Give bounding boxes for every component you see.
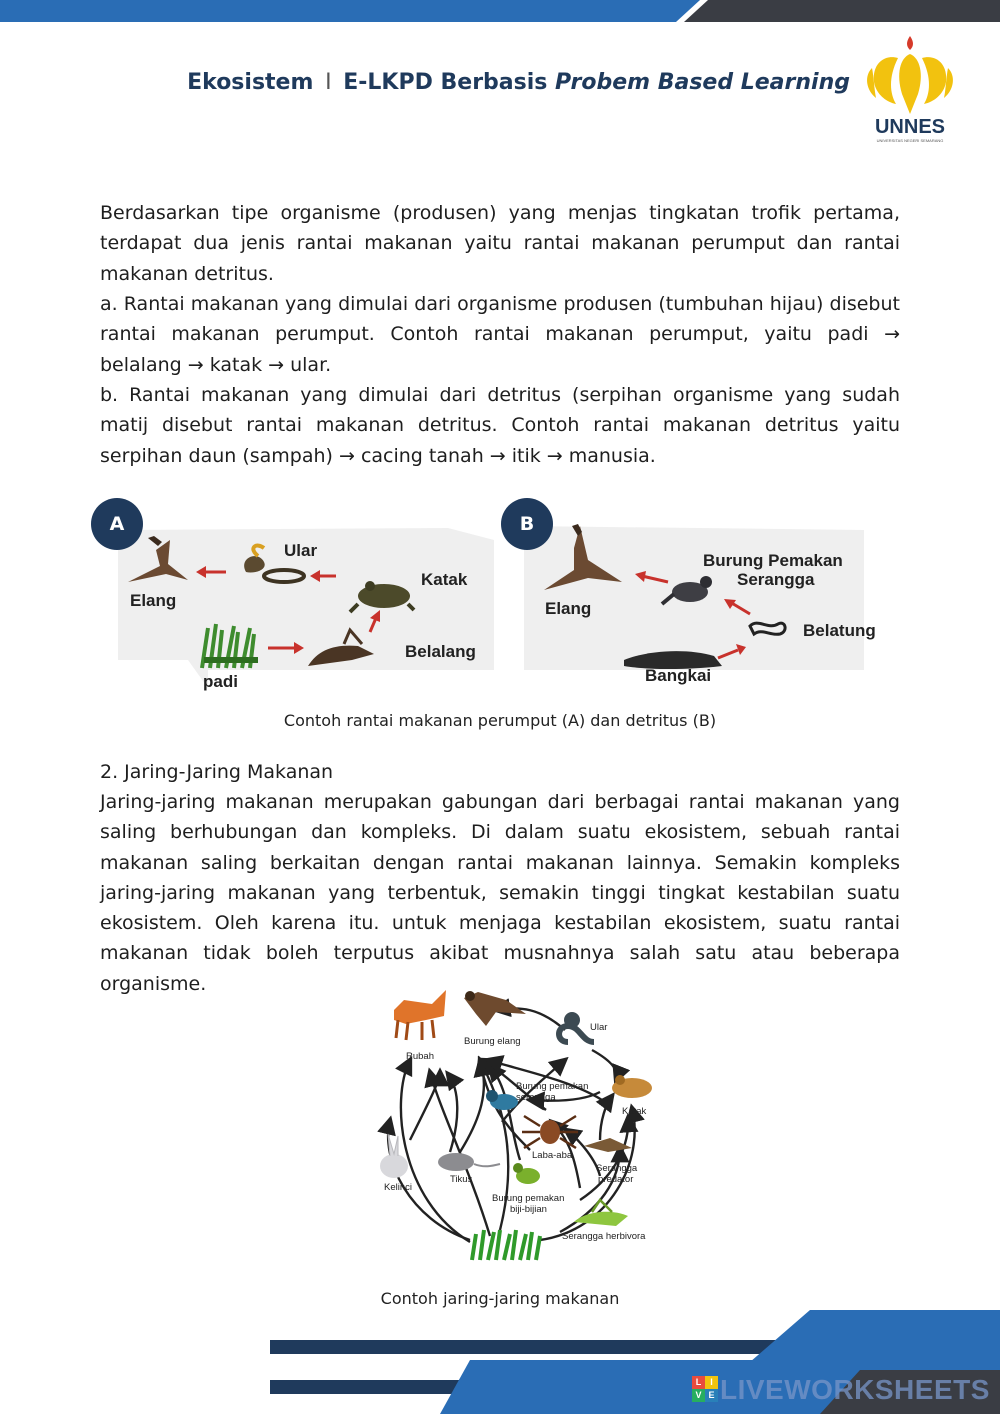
label-burung-pemakan: Burung Pemakan: [703, 551, 843, 570]
web-label-serangga-herbivora: Serangga herbivora: [562, 1231, 646, 1242]
herbivorous-insect-icon: [574, 1200, 628, 1226]
page-header-title: Ekosistem I E-LKPD Berbasis Probem Based Learning: [187, 70, 850, 95]
web-label-laba: Laba-aba: [532, 1150, 573, 1161]
eagle-icon: [544, 524, 622, 590]
fox-icon: [394, 990, 446, 1040]
label-belatung: Belatung: [803, 621, 876, 640]
seed-eating-bird-icon: [513, 1163, 540, 1184]
intro-paragraph: Berdasarkan tipe organisme (produsen) yang menjas tingkatan trofik pertama, terdapat dua jenis rantai makanan yaitu rantai makanan perumput dan rantai makanan detritus.: [100, 202, 900, 285]
insectivorous-bird-icon: [662, 576, 712, 604]
label-elang-b: Elang: [545, 599, 592, 618]
web-label-kelinci: Kelinci: [384, 1182, 412, 1193]
web-label-serangga-predator-2: predator: [598, 1174, 634, 1185]
unnes-logo-subtext: UNIVERSITAS NEGERI SEMARANG: [876, 138, 944, 143]
unnes-emblem-icon: [862, 28, 958, 118]
frog-icon: [350, 581, 414, 612]
eagle-icon: [464, 991, 526, 1026]
frog-icon: [612, 1075, 652, 1098]
spider-icon: [522, 1116, 578, 1148]
grazing-chain-description: a. Rantai makanan yang dimulai dari organisme produsen (tumbuhan hijau) disebut rantai makanan perumput. Contoh rantai makanan perumput, yaitu padi → belalang → katak → ular.: [100, 293, 900, 376]
header-separator: I: [325, 70, 332, 95]
label-ular-a: Ular: [284, 541, 318, 560]
unnes-logo: [862, 28, 958, 148]
food-web-caption: Contoh jaring-jaring makanan: [380, 1289, 620, 1308]
label-elang-a: Elang: [130, 591, 177, 610]
maggot-icon: [750, 623, 785, 634]
label-serangga: Serangga: [737, 570, 815, 589]
food-web-drawing: [370, 980, 670, 1270]
label-belalang: Belalang: [405, 642, 476, 661]
web-label-katak: Katak: [622, 1106, 647, 1117]
badge-b: B: [501, 498, 553, 550]
detritus-chain-description: b. Rantai makanan yang dimulai dari detritus (serpihan organisme yang sudah matij disebut rantai makanan detritus. Contoh rantai makanan detritus yaitu serpihan daun (sampah) → cacing tanah → itik → manusia.: [100, 384, 900, 467]
grasshopper-icon: [308, 630, 374, 666]
web-label-burung-serangga-2: serangga: [516, 1092, 556, 1103]
unnes-logo-text: UNNES: [874, 116, 945, 138]
mouse-icon: [438, 1153, 500, 1171]
web-label-burung-biji-2: biji-bijian: [510, 1204, 547, 1215]
web-label-tikus: Tikus: [450, 1174, 473, 1185]
label-katak: Katak: [421, 570, 468, 589]
insectivorous-bird-icon: [486, 1090, 518, 1110]
food-web-paragraph: Jaring-jaring makanan merupakan gabungan dari berbagai rantai makanan yang saling berhubungan dan kompleks. Di dalam suatu ekosistem, sebuah rantai makanan saling berkaitan dengan rantai makanan lainnya. Semakin kompleks jaring-jaring makanan yang terbentuk, semakin tinggi tingkat kestabilan suatu ekosistem. Oleh karena itu. untuk menjaga kestabilan ekosistem, suatu rantai makanan tidak boleh terputus akibat musnahnya salah satu atau beberapa organisme.: [100, 791, 900, 995]
rice-plant-icon: [202, 624, 258, 668]
section-heading: 2. Jaring-Jaring Makanan: [100, 761, 334, 783]
web-label-rubah: Rubah: [406, 1051, 434, 1062]
badge-a: A: [91, 498, 143, 550]
web-label-burung-elang: Burung elang: [464, 1036, 521, 1047]
top-header-band: [0, 0, 1000, 24]
liveworksheets-badge-icon: L I V E: [692, 1376, 718, 1402]
web-label-ular: Ular: [590, 1022, 608, 1033]
grass-icon: [472, 1230, 540, 1260]
web-label-burung-biji-1: Burung pemakan: [492, 1193, 565, 1204]
liveworksheets-text: LIVEWORKSHEETS: [720, 1374, 990, 1405]
web-label-burung-serangga-1: Burung pemakan: [516, 1081, 589, 1092]
food-web-figure: [370, 980, 670, 1270]
food-chain-caption: Contoh rantai makanan perumput (A) dan detritus (B): [283, 711, 717, 730]
web-label-serangga-predator-1: Serangga: [596, 1163, 638, 1174]
label-padi: padi: [203, 672, 238, 691]
label-bangkai: Bangkai: [645, 666, 712, 685]
snake-icon: [559, 1012, 594, 1042]
eagle-icon: [128, 536, 188, 582]
